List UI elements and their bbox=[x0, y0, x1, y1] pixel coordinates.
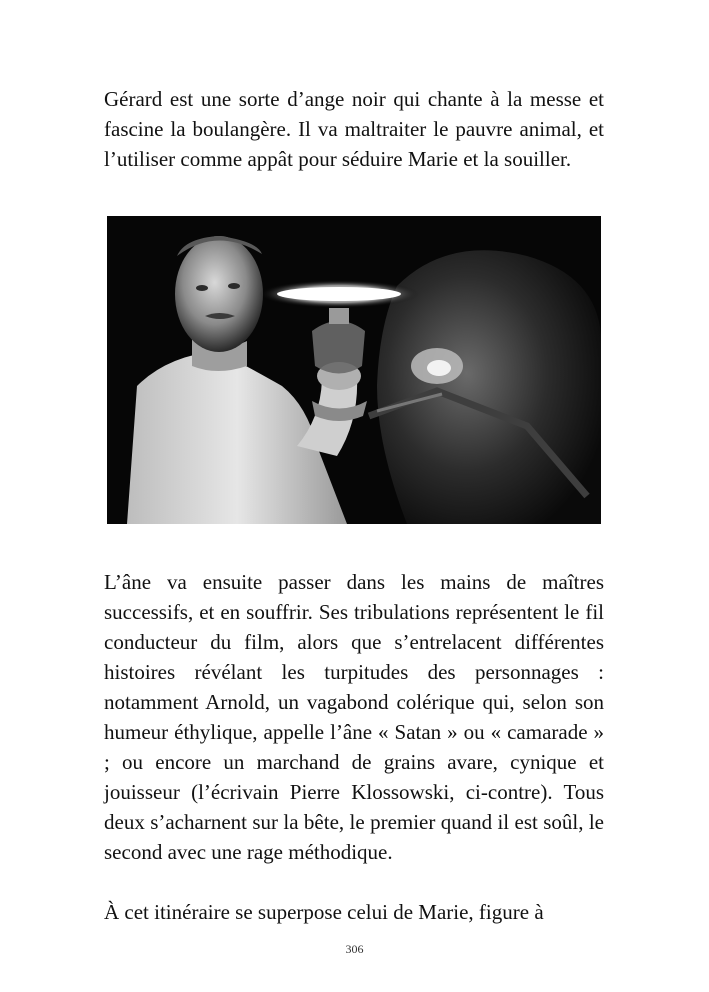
paragraph-intro: Gérard est une sorte d’ange noir qui chante à la messe et fascine la boulangère. Il va maltraiter le pauvre animal, et l’utiliser comme appât pour séduire Marie et la souiller. bbox=[104, 87, 604, 171]
page-number: 306 bbox=[345, 942, 364, 956]
film-still-photo bbox=[107, 216, 601, 524]
paragraph-marie-itinerary: À cet itinéraire se superpose celui de Marie, figure à bbox=[104, 900, 544, 924]
paragraph-donkey-tribulations: L’âne va ensuite passer dans les mains de maîtres successifs, et en souffrir. Ses tribulations représentent le fil conducteur du film, alors que s’entrelacent différentes histoires révélant les turpitudes des personnages : notamment Arnold, un vagabond colérique qui, selon son humeur éthylique, appelle l’âne « Satan » ou « camarade » ; ou encore un marchand de grains avare, cynique et jouisseur (l’écrivain Pierre Klossowski, ci-contre). Tous deux s’acharnent sur la bête, le premier quand il est soûl, le second avec une rage méthodique. bbox=[104, 570, 604, 864]
